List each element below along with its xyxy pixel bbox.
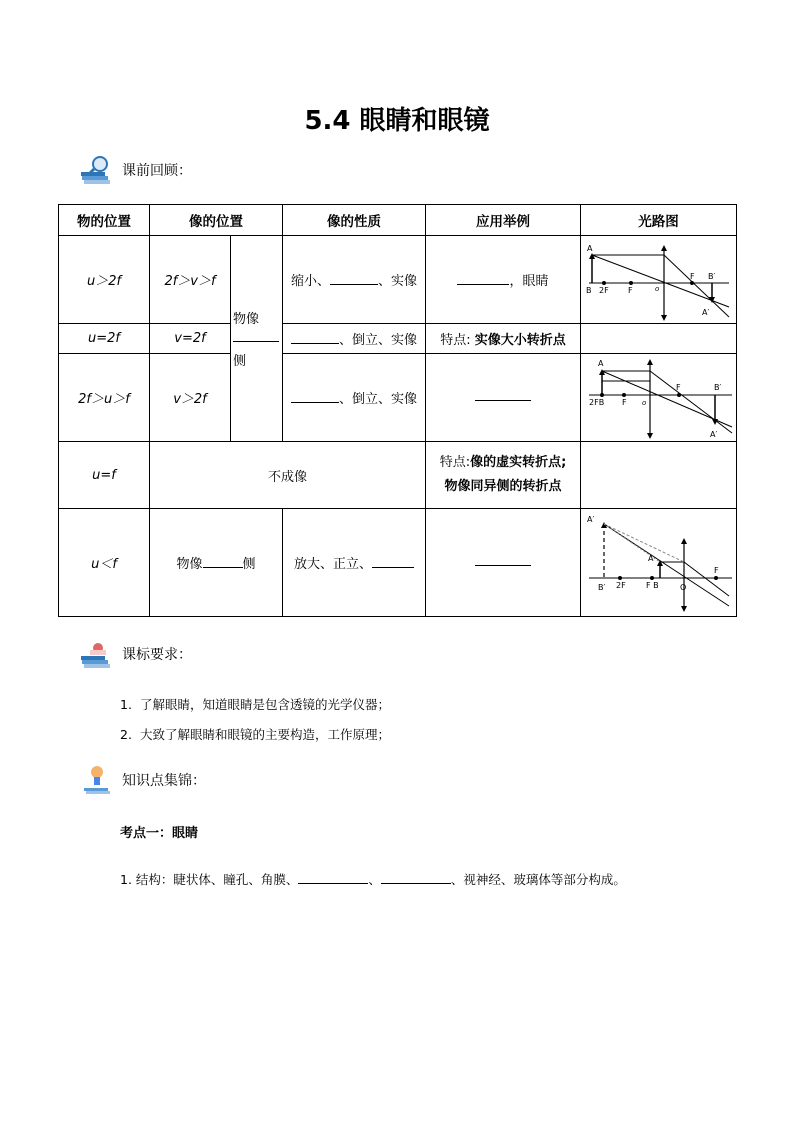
cell-diagram [581, 354, 737, 442]
list-number: 2. [120, 727, 132, 742]
header-image: 像的位置 [150, 205, 283, 236]
blank-field [291, 343, 339, 344]
cell-no-image: 不成像 [150, 442, 426, 509]
section-knowledge-header [80, 764, 206, 796]
section-standard-label: 课标要求： [122, 647, 192, 663]
table-row [59, 324, 737, 354]
diagram-label: B′ [713, 382, 721, 392]
list-item [120, 695, 390, 713]
diagram-label: 2F [615, 580, 626, 590]
diagram-label: F [689, 271, 695, 281]
kaodian-heading: 考点一：眼睛 [120, 826, 199, 841]
feature-text: 物像同异侧的转折点 [444, 479, 562, 494]
diagram-label: B′ [707, 271, 715, 281]
side-label-bottom: 侧 [233, 354, 247, 369]
cell-object: 2f＞u＞f [59, 354, 150, 442]
table-row [59, 442, 737, 509]
cell-image: 2f＞v＞f [150, 236, 231, 324]
image-text: 侧 [242, 557, 256, 572]
section-standard-header [80, 638, 192, 670]
blank-field [291, 402, 339, 403]
cell-object: u=2f [59, 324, 150, 354]
cell-object: u=f [59, 442, 150, 509]
cell-nature [283, 509, 426, 617]
table-header-row [59, 205, 737, 236]
diagram-label: A′ [586, 514, 594, 524]
image-text: 物像 [176, 557, 203, 572]
diagram-label: A′ [709, 429, 717, 439]
structure-text: 1. 结构：睫状体、瞳孔、角膜、 [120, 872, 299, 887]
blank-field [475, 565, 531, 566]
cell-diagram-empty [581, 324, 737, 354]
lightbulb-books-icon [80, 764, 116, 796]
structure-text: 、视神经、玻璃体等部分构成。 [450, 872, 626, 887]
blank-field [203, 567, 243, 568]
diagram-label: F [675, 382, 681, 392]
structure-line [120, 870, 626, 888]
structure-text: 、 [368, 872, 381, 887]
cell-nature [283, 236, 426, 324]
cell-image [150, 509, 283, 617]
nature-text: 、倒立、实像 [338, 392, 417, 407]
nature-text: 、实像 [378, 274, 418, 289]
page-title: 5.4 眼睛和眼镜 [304, 106, 490, 136]
list-text: 了解眼睛，知道眼睛是包含透镜的光学仪器； [140, 697, 391, 712]
magnifier-books-icon [80, 154, 116, 186]
ray-diagram-3 [584, 512, 734, 614]
blank-field [381, 883, 451, 884]
blank-side [233, 341, 279, 342]
table-row [59, 236, 737, 324]
list-number: 1. [120, 697, 132, 712]
header-application: 应用举例 [426, 205, 581, 236]
header-object: 物的位置 [59, 205, 150, 236]
cell-image: v＞2f [150, 354, 231, 442]
diagram-label: o [641, 398, 646, 407]
side-label-cell [231, 236, 283, 442]
list-item [120, 725, 390, 743]
blank-field [457, 284, 509, 285]
cell-image: v=2f [150, 324, 231, 354]
feature-label: 特点: [440, 333, 471, 348]
diagram-label: F B [645, 580, 659, 590]
cell-application [426, 442, 581, 509]
review-table [58, 204, 737, 617]
diagram-label: B′ [597, 582, 605, 592]
diagram-label: o [654, 284, 659, 293]
cell-diagram [581, 509, 737, 617]
section-review-label: 课前回顾： [122, 163, 192, 179]
header-diagram: 光路图 [581, 205, 737, 236]
section-knowledge-label: 知识点集锦： [122, 773, 206, 789]
blank-field [475, 400, 531, 401]
diagram-label: A [647, 553, 653, 563]
diagram-label: 2FB [588, 397, 604, 407]
table-row [59, 354, 737, 442]
blank-field [330, 284, 378, 285]
cell-diagram [581, 236, 737, 324]
feature-text: 像的虚实转折点; [470, 455, 567, 470]
header-nature: 像的性质 [283, 205, 426, 236]
diagram-label: A′ [701, 307, 709, 317]
diagram-label: F [627, 285, 633, 295]
application-text: ，眼睛 [509, 274, 549, 289]
side-label-top: 物像 [233, 312, 260, 327]
diagram-label: A [586, 243, 592, 253]
cell-diagram-empty [581, 442, 737, 509]
cell-nature [283, 354, 426, 442]
cell-object: u＞2f [59, 236, 150, 324]
section-review-header [80, 154, 192, 186]
blank-field [298, 883, 368, 884]
cell-application [426, 354, 581, 442]
diagram-label: F [713, 565, 719, 575]
cell-nature [283, 324, 426, 354]
blank-field [372, 567, 414, 568]
diagram-label: O [679, 582, 686, 592]
feature-label: 特点: [439, 455, 471, 470]
cell-application [426, 236, 581, 324]
cell-application [426, 324, 581, 354]
diagram-label: A [597, 358, 603, 368]
feature-text: 实像大小转折点 [474, 333, 566, 348]
cell-object: u＜f [59, 509, 150, 617]
list-text: 大致了解眼睛和眼镜的主要构造，工作原理； [140, 727, 391, 742]
cell-application [426, 509, 581, 617]
diagram-label: F [621, 397, 627, 407]
table-row [59, 509, 737, 617]
diagram-label: B [585, 285, 591, 295]
diagram-label: 2F [598, 285, 609, 295]
nature-text: 、倒立、实像 [338, 333, 417, 348]
books-icon [80, 638, 116, 670]
ray-diagram-2 [584, 357, 734, 439]
nature-text: 缩小、 [290, 274, 330, 289]
nature-text: 放大、正立、 [293, 557, 372, 572]
ray-diagram-1 [584, 239, 734, 321]
